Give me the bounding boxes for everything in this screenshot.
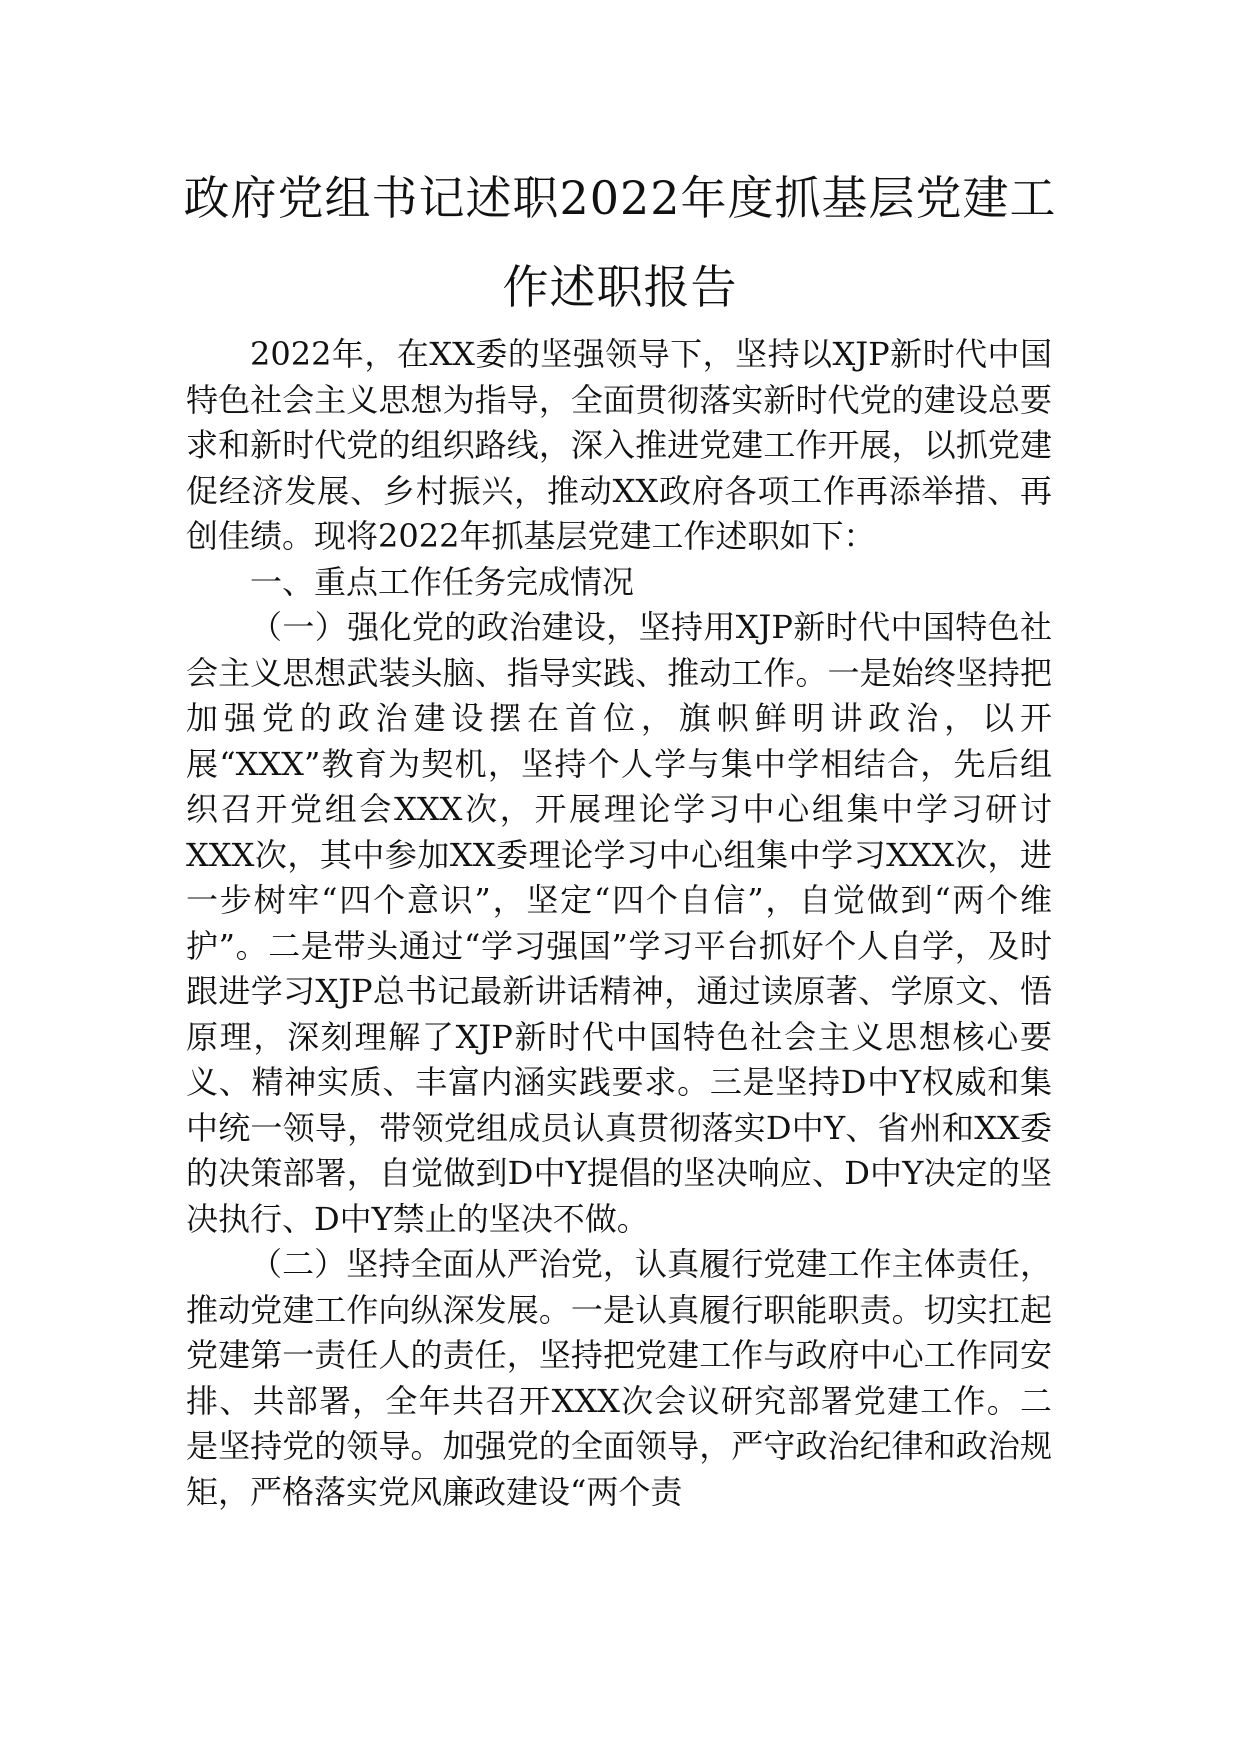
section-heading: 一、重点工作任务完成情况 [250,562,635,601]
document-title-line-1: 政府党组书记述职2022年度抓基层党建工 [183,171,1057,225]
body-paragraph: （一）强化党的政治建设，坚持用XJP新时代中国特色社会主义思想武装头脑、指导实践、推动工作。一是始终坚持把加强党的政治建设摆在首位，旗帜鲜明讲政治，以开展“XXX”教育为契机，坚持个人学与集中学相结合，先后组织召开党组会XXX次，开展理论学习中心组集中学习研讨XXX次，其中参加XX委理论学习中心组集中学习XXX次，进一步树牢“四个意识”，坚定“四个自信”，自觉做到“两个维护”。二是带头通过“学习强国”学习平台抓好个人自学，及时跟进学习XJP总书记最新讲话精神，通过读原著、学原文、悟原理，深刻理解了XJP新时代中国特色社会主义思想核心要义、精神实质、丰富内涵实践要求。三是坚持D中Y权威和集中统一领导，带领党组成员认真贯彻落实D中Y、省州和XX委的决策部署，自觉做到D中Y提倡的坚决响应、D中Y决定的坚决执行、D中Y禁止的坚决不做。 [186,608,1052,1238]
intro-paragraph: 2022年，在XX委的坚强领导下，坚持以XJP新时代中国特色社会主义思想为指导，全面贯彻落实新时代党的建设总要求和新时代党的组织路线，深入推进党建工作开展，以抓党建促经济发展、乡村振兴，推动XX政府各项工作再添举措、再创佳绩。现将2022年抓基层党建工作述职如下： [186,335,1052,555]
document-body [186,332,1052,1515]
body-paragraph: （二）坚持全面从严治党，认真履行党建工作主体责任，推动党建工作向纵深发展。一是认真履行职能职责。切实扛起党建第一责任人的责任，坚持把党建工作与政府中心工作同安排、共部署，全年共召开XXX次会议研究部署党建工作。二是坚持党的领导。加强党的全面领导，严守政治纪律和政治规矩，严格落实党风廉政建设“两个责 [186,1245,1052,1511]
document-title-line-2: 作述职报告 [502,260,738,314]
